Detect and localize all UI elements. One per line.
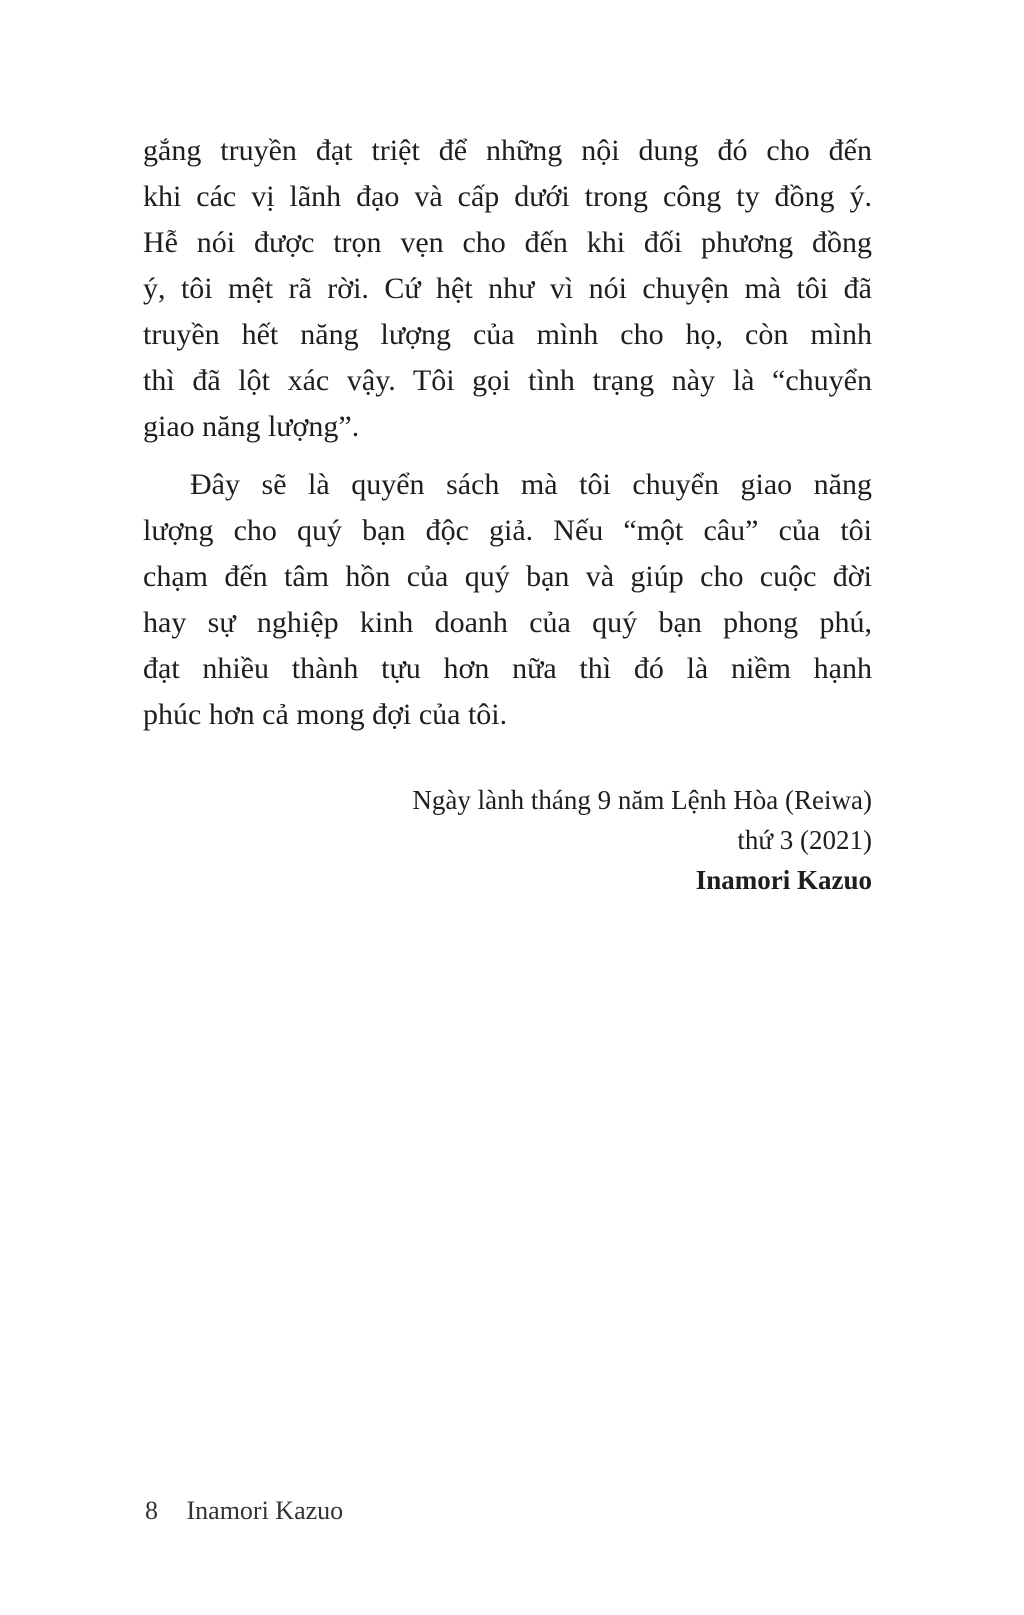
signature-date-line-2: thứ 3 (2021): [737, 825, 872, 855]
body-text-line: lượng cho quý bạn độc giả. Nếu “một câu” của tôi: [143, 514, 872, 547]
body-text: [143, 128, 872, 738]
paragraph-2: [143, 462, 872, 738]
body-text-line: truyền hết năng lượng của mình cho họ, còn mình: [143, 318, 872, 351]
body-text-line: thì đã lột xác vậy. Tôi gọi tình trạng này là “chuyển: [143, 364, 872, 397]
body-text-line: hay sự nghiệp kinh doanh của quý bạn phong phú,: [143, 606, 872, 639]
body-text-line: gắng truyền đạt triệt để những nội dung đó cho đến: [143, 134, 872, 167]
body-text-line: giao năng lượng”.: [143, 410, 360, 443]
body-text-line: chạm đến tâm hồn của quý bạn và giúp cho cuộc đời: [143, 560, 872, 593]
body-text-line: khi các vị lãnh đạo và cấp dưới trong công ty đồng ý.: [143, 180, 872, 213]
body-text-line: Hễ nói được trọn vẹn cho đến khi đối phương đồng: [143, 226, 872, 259]
page-footer: [145, 1494, 343, 1528]
body-text-line: ý, tôi mệt rã rời. Cứ hệt như vì nói chuyện mà tôi đã: [143, 272, 872, 305]
page-number: 8: [145, 1496, 158, 1525]
signature-block: [143, 780, 872, 900]
body-text-line: đạt nhiều thành tựu hơn nữa thì đó là niềm hạnh: [143, 652, 872, 685]
signature-author: Inamori Kazuo: [695, 865, 872, 895]
signature-date-line-1: Ngày lành tháng 9 năm Lệnh Hòa (Reiwa): [412, 785, 872, 815]
paragraph-1: [143, 128, 872, 450]
body-text-line: Đây sẽ là quyển sách mà tôi chuyển giao năng: [190, 468, 872, 501]
running-title: Inamori Kazuo: [186, 1496, 344, 1525]
body-text-line: phúc hơn cả mong đợi của tôi.: [143, 698, 508, 731]
